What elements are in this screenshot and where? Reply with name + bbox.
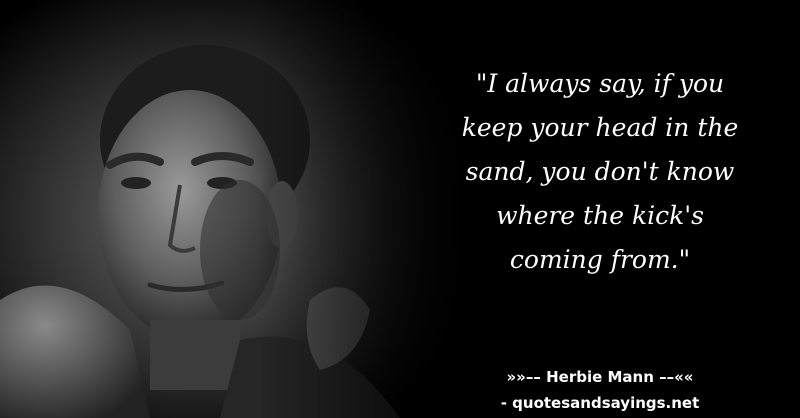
- quote-line: keep your head in the: [461, 113, 739, 142]
- source-credit: - quotesandsayings.net: [500, 394, 700, 412]
- quote-line: "I always say, if you: [475, 69, 725, 98]
- quote-text: [430, 62, 770, 282]
- quote-line: sand, you don't know: [465, 157, 735, 186]
- author-attribution: »»–– Herbie Mann ––««: [506, 368, 694, 386]
- quote-line: where the kick's: [496, 201, 704, 230]
- quote-line: coming from.": [509, 245, 691, 274]
